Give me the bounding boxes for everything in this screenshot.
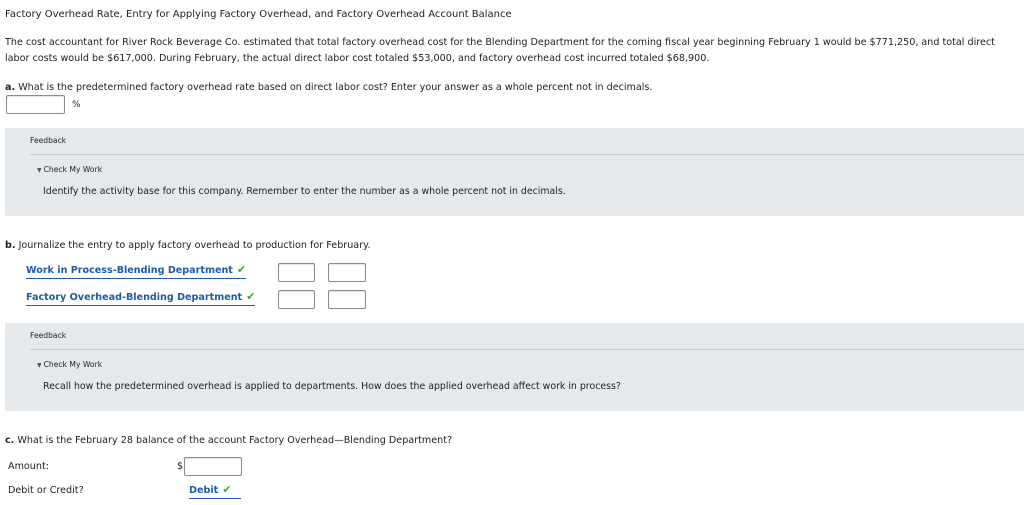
credit-input-row-1[interactable] — [328, 263, 366, 282]
check-icon: ✔ — [236, 263, 247, 276]
journal-account-label: Work in Process-Blending Department — [26, 265, 233, 276]
debit-input-row-2[interactable] — [278, 290, 315, 309]
debit-credit-label: Debit or Credit? — [8, 485, 84, 496]
feedback-panel-b — [5, 323, 1024, 411]
debit-credit-select[interactable] — [189, 483, 241, 499]
question-b-letter: b. — [5, 240, 16, 251]
credit-input-row-2[interactable] — [328, 290, 366, 309]
feedback-divider — [30, 349, 1024, 350]
question-a — [5, 82, 652, 93]
check-icon: ✔ — [246, 290, 256, 303]
currency-symbol: $ — [177, 461, 184, 472]
check-my-work-label: Check My Work — [43, 360, 103, 369]
journal-account-label: Factory Overhead-Blending Department — [26, 292, 243, 303]
feedback-text: Identify the activity base for this company. Remember to enter the number as a whole percent not in decimals. — [43, 186, 566, 197]
feedback-label: Feedback — [30, 331, 67, 340]
journal-account-select-1[interactable] — [26, 263, 246, 279]
journal-account-select-2[interactable] — [26, 290, 255, 306]
balance-amount-input[interactable] — [184, 457, 242, 476]
question-c — [5, 435, 452, 446]
question-c-text: What is the February 28 balance of the account Factory Overhead—Blending Department? — [17, 435, 453, 446]
percent-unit: % — [72, 100, 81, 110]
debit-input-row-1[interactable] — [278, 263, 315, 282]
feedback-divider — [30, 154, 1024, 155]
check-my-work-label: Check My Work — [43, 165, 103, 174]
feedback-text: Recall how the predetermined overhead is applied to departments. How does the applied overhead affect work in process? — [43, 381, 621, 392]
check-icon: ✔ — [222, 483, 232, 496]
question-b — [5, 240, 371, 251]
question-a-text: What is the predetermined factory overhead rate based on direct labor cost? Enter your answer as a whole percent not in decimals. — [18, 82, 653, 93]
check-my-work-toggle[interactable] — [37, 360, 102, 369]
feedback-label: Feedback — [30, 136, 67, 145]
debit-credit-value: Debit — [189, 485, 219, 496]
question-a-letter: a. — [5, 82, 16, 93]
question-c-letter: c. — [5, 435, 15, 446]
feedback-panel-a — [5, 128, 1024, 216]
triangle-down-icon: ▼ — [37, 362, 42, 369]
question-b-text: Journalize the entry to apply factory overhead to production for February. — [18, 240, 371, 251]
page-title: Factory Overhead Rate, Entry for Applying Factory Overhead, and Factory Overhead Account Balance — [5, 9, 512, 20]
amount-label: Amount: — [8, 461, 49, 472]
overhead-rate-input[interactable] — [6, 95, 65, 114]
triangle-down-icon: ▼ — [37, 167, 42, 174]
problem-description: The cost accountant for River Rock Beverage Co. estimated that total factory overhead cost for the Blending Department for the coming fiscal year beginning February 1 would be $771,250, and total direct labor costs would be $617,000. During February, the actual direct labor cost totaled $53,000, and factory overhead cost incurred totaled $68,900. — [5, 37, 995, 64]
check-my-work-toggle[interactable] — [37, 165, 102, 174]
